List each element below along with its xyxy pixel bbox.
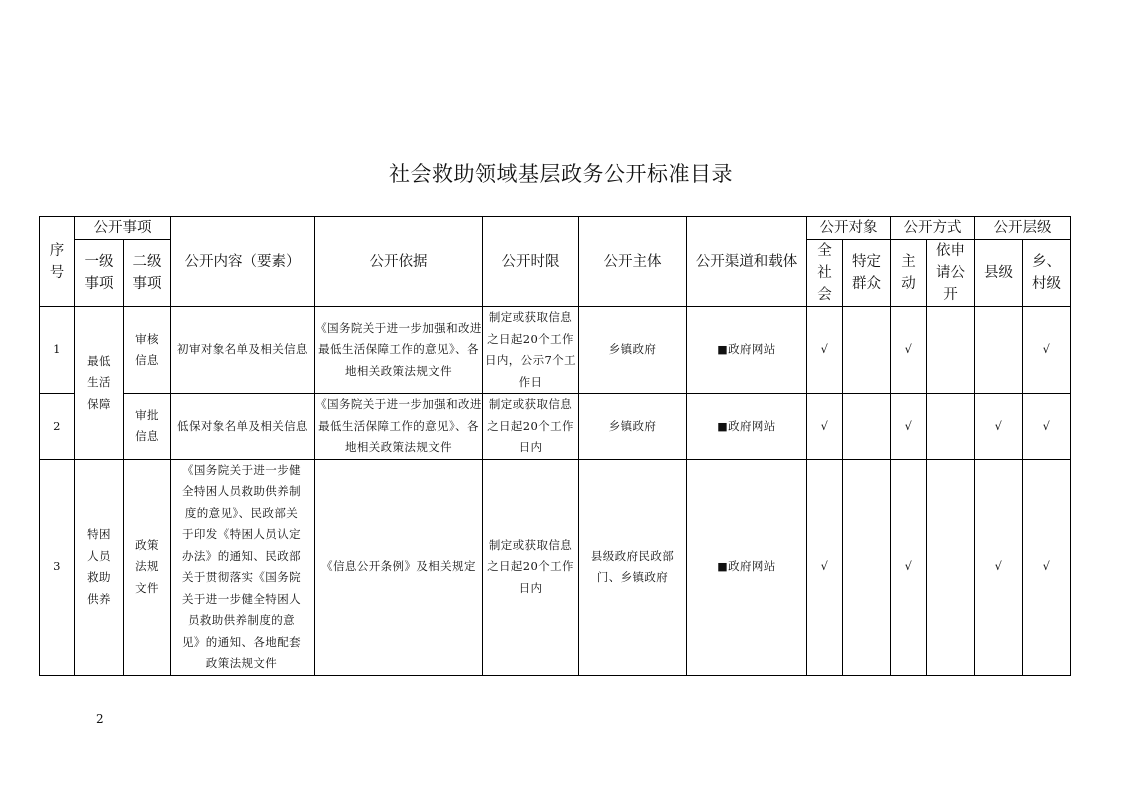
col-channel-header: 公开渠道和载体 [687,217,807,307]
cell-target-specific [843,394,891,460]
cell-method-active: √ [891,307,927,394]
document-title: 社会救助领域基层政务公开标准目录 [389,162,733,186]
cell-level-county [975,307,1023,394]
cell-level1: 最低生活保障 [75,307,124,460]
cell-subject: 乡镇政府 [579,307,687,394]
filled-square-icon: ■ [717,343,729,357]
cell-level2: 审核信息 [124,307,171,394]
cell-subject: 县级政府民政部门、乡镇政府 [579,459,687,675]
col-time-limit-header: 公开时限 [483,217,579,307]
cell-time-limit: 制定或获取信息之日起20个工作日内 [483,394,579,460]
cell-level1: 特困人员救助供养 [75,459,124,675]
col-target-specific-header: 特定群众 [843,240,891,307]
cell-time-limit: 制定或获取信息之日起20个工作日内，公示7个工作日 [483,307,579,394]
col-level-township-header: 乡、村级 [1023,240,1071,307]
disclosure-catalog-table [39,216,1071,676]
cell-target-all: √ [807,459,843,675]
cell-content: 初审对象名单及相关信息 [171,307,315,394]
col-basis-header: 公开依据 [315,217,483,307]
cell-seq: 3 [40,459,75,675]
cell-seq: 2 [40,394,75,460]
cell-channel [687,459,807,675]
table-row [40,394,1071,460]
col-level1-header: 一级事项 [75,240,124,307]
col-level-county-header: 县级 [975,240,1023,307]
col-method-active-header: 主动 [891,240,927,307]
page-number: 2 [96,712,104,726]
cell-method-request [927,459,975,675]
col-subject-header: 公开主体 [579,217,687,307]
filled-square-icon: ■ [717,419,729,433]
cell-method-request [927,307,975,394]
cell-level-county: √ [975,394,1023,460]
col-method-request-header: 依申请公开 [927,240,975,307]
col-matter-group-header: 公开事项 [75,217,171,240]
cell-basis: 《信息公开条例》及相关规定 [315,459,483,675]
channel-label: 政府网站 [728,418,776,433]
col-level-group-header: 公开层级 [975,217,1071,240]
cell-content: 低保对象名单及相关信息 [171,394,315,460]
cell-channel [687,307,807,394]
cell-target-all: √ [807,307,843,394]
channel-label: 政府网站 [728,559,776,574]
channel-label: 政府网站 [728,342,776,357]
table-row [40,307,1071,394]
cell-level-township: √ [1023,459,1071,675]
col-content-header: 公开内容（要素） [171,217,315,307]
cell-target-all: √ [807,394,843,460]
cell-level-county: √ [975,459,1023,675]
cell-level2: 审批信息 [124,394,171,460]
cell-content: 《国务院关于进一步健全特困人员救助供养制度的意见》、民政部关于印发《特困人员认定办法》的通知、民政部关于贯彻落实《国务院关于进一步健全特困人员救助供养制度的意见》的通知、各地配套政策法规文件 [171,459,315,675]
header-row-1 [40,217,1071,240]
cell-target-specific [843,459,891,675]
cell-subject: 乡镇政府 [579,394,687,460]
cell-level-township: √ [1023,394,1071,460]
cell-level2: 政策法规文件 [124,459,171,675]
cell-target-specific [843,307,891,394]
cell-time-limit: 制定或获取信息之日起20个工作日内 [483,459,579,675]
col-seq-header: 序号 [40,217,75,307]
cell-method-request [927,394,975,460]
col-level2-header: 二级事项 [124,240,171,307]
cell-method-active: √ [891,394,927,460]
col-method-group-header: 公开方式 [891,217,975,240]
cell-channel [687,394,807,460]
cell-basis: 《国务院关于进一步加强和改进最低生活保障工作的意见》、各地相关政策法规文件 [315,307,483,394]
cell-level-township: √ [1023,307,1071,394]
table-row [40,459,1071,675]
cell-method-active: √ [891,459,927,675]
col-target-all-header: 全社会 [807,240,843,307]
filled-square-icon: ■ [717,560,729,574]
cell-basis: 《国务院关于进一步加强和改进最低生活保障工作的意见》、各地相关政策法规文件 [315,394,483,460]
cell-seq: 1 [40,307,75,394]
col-target-group-header: 公开对象 [807,217,891,240]
